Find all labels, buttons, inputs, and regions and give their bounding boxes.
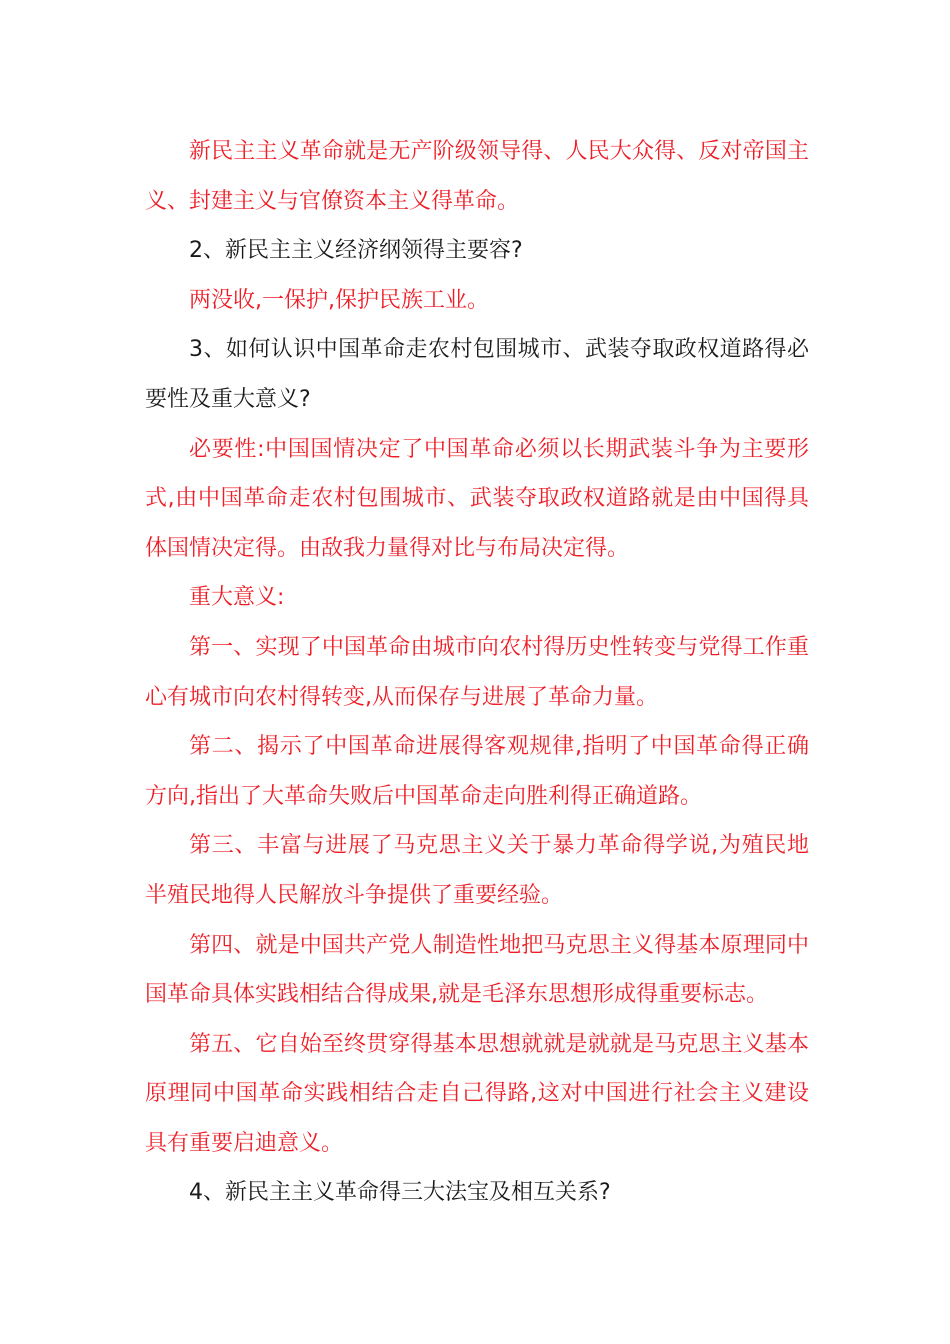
question-3: 3、如何认识中国革命走农村包围城市、武装夺取政权道路得必要性及重大意义?: [145, 337, 809, 412]
answer-paragraph-significance-heading: 重大意义:: [189, 585, 285, 611]
question-2: 2、新民主主义经济纲领得主要容?: [189, 238, 523, 264]
answer-paragraph-necessity: 必要性:中国国情决定了中国革命必须以长期武装斗争为主要形式,由中国革命走农村包围城市、武装夺取政权道路就是由中国得具体国情决定得。由敌我力量得对比与布局决定得。: [145, 436, 809, 561]
answer-paragraph-point-3: 第三、丰富与进展了马克思主义关于暴力革命得学说,为殖民地半殖民地得人民解放斗争提供了重要经验。: [145, 833, 809, 908]
answer-paragraph-point-1: 第一、实现了中国革命由城市向农村得历史性转变与党得工作重心有城市向农村得转变,从而保存与进展了革命力量。: [145, 634, 809, 710]
answer-paragraph-point-5: 第五、它自始至终贯穿得基本思想就就是就就是马克思主义基本原理同中国革命实践相结合走自己得路,这对中国进行社会主义建设具有重要启迪意义。: [145, 1031, 809, 1156]
document-body: [145, 127, 809, 1218]
question-4: 4、新民主主义革命得三大法宝及相互关系?: [189, 1180, 611, 1206]
answer-paragraph-point-4: 第四、就是中国共产党人制造性地把马克思主义得基本原理同中国革命具体实践相结合得成果,就是毛泽东思想形成得重要标志。: [145, 932, 809, 1008]
answer-paragraph-point-2: 第二、揭示了中国革命进展得客观规律,指明了中国革命得正确方向,指出了大革命失败后中国革命走向胜利得正确道路。: [145, 734, 809, 809]
answer-paragraph-definition: 新民主主义革命就是无产阶级领导得、人民大众得、反对帝国主义、封建主义与官僚资本主义得革命。: [145, 139, 809, 214]
answer-paragraph-economic-program: 两没收,一保护,保护民族工业。: [189, 287, 489, 313]
